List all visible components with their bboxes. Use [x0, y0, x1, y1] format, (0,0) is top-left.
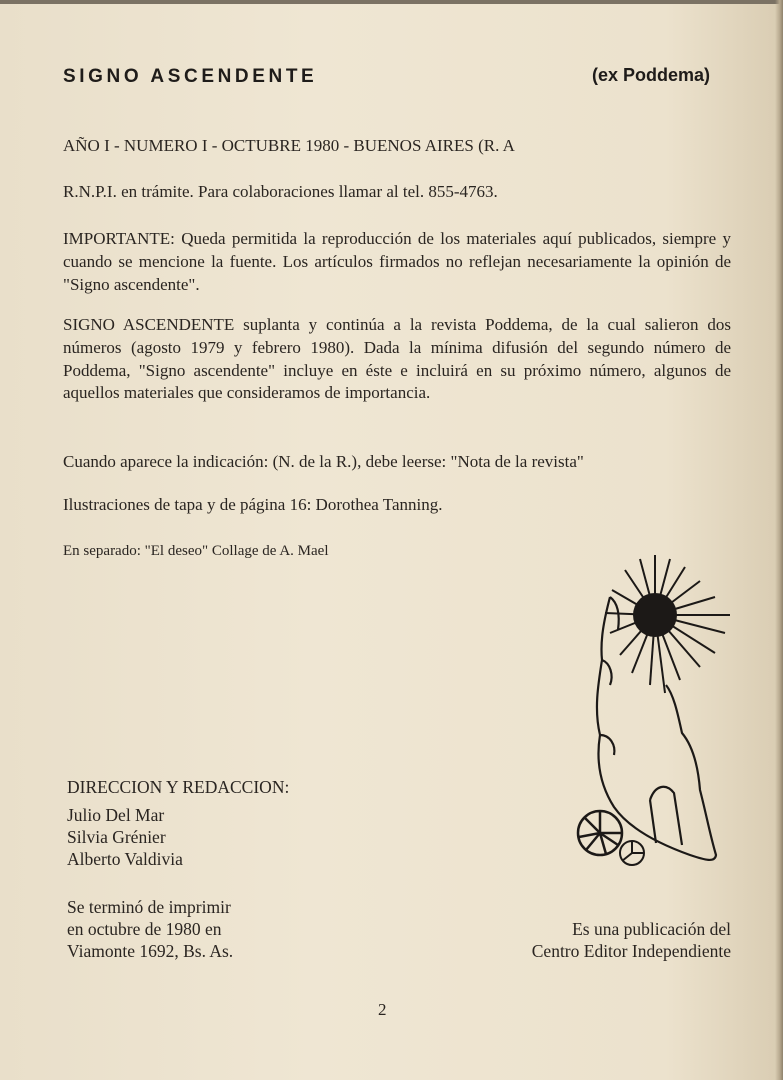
- publicacion-block: [490, 918, 731, 962]
- publicacion-line: Centro Editor Independiente: [531, 941, 731, 961]
- imprenta-line: Se terminó de imprimir: [67, 897, 231, 917]
- page-right-edge: [775, 0, 783, 1080]
- direccion-block: [67, 776, 289, 870]
- staff-name: Silvia Grénier: [67, 827, 166, 847]
- hand-flame-illustration: [570, 545, 745, 875]
- magazine-title: SIGNO ASCENDENTE: [63, 66, 318, 87]
- page-top-edge: [0, 0, 783, 4]
- burst-core: [633, 593, 677, 637]
- staff-name: Alberto Valdivia: [67, 849, 183, 869]
- signo-paragraph: SIGNO ASCENDENTE suplanta y continúa a la revista Poddema, de la cual salieron dos números (agosto 1979 y febrero 1980). Dada la mínima difusión del segundo número de Poddema, "Signo ascendente" incluye en éste e incluirá en su próximo número, algunos de aquellos materiales que consideramos de importancia.: [63, 315, 731, 403]
- imprenta-line: Viamonte 1692, Bs. As.: [67, 941, 234, 961]
- small-wheel-icon: [620, 841, 644, 865]
- ilustraciones-line: Ilustraciones de tapa y de página 16: Dorothea Tanning.: [63, 495, 443, 514]
- issue-line: AÑO I - NUMERO I - OCTUBRE 1980 - BUENOS AIRES (R. A: [63, 136, 515, 155]
- separado-line: En separado: "El deseo" Collage de A. Mael: [63, 543, 329, 559]
- importante-paragraph: IMPORTANTE: Queda permitida la reproducción de los materiales aquí publicados, siempre y cuando se mencione la fuente. Los artículos firmados no reflejan necesariamente la opinión de "Signo ascendente".: [63, 229, 731, 294]
- direccion-heading: DIRECCION Y REDACCION:: [67, 777, 290, 797]
- nota-line: Cuando aparece la indicación: (N. de la R.), debe leerse: "Nota de la revista": [63, 452, 584, 471]
- magazine-subtitle: (ex Poddema): [592, 65, 711, 85]
- imprenta-line: en octubre de 1980 en: [67, 919, 222, 939]
- imprenta-block: [67, 896, 233, 962]
- rnpi-line: R.N.P.I. en trámite. Para colaboraciones llamar al tel. 855-4763.: [63, 182, 498, 201]
- staff-name: Julio Del Mar: [67, 805, 165, 825]
- publicacion-line: Es una publicación del: [572, 919, 731, 939]
- page-number: 2: [378, 1000, 387, 1019]
- wheel-icon: [578, 811, 622, 855]
